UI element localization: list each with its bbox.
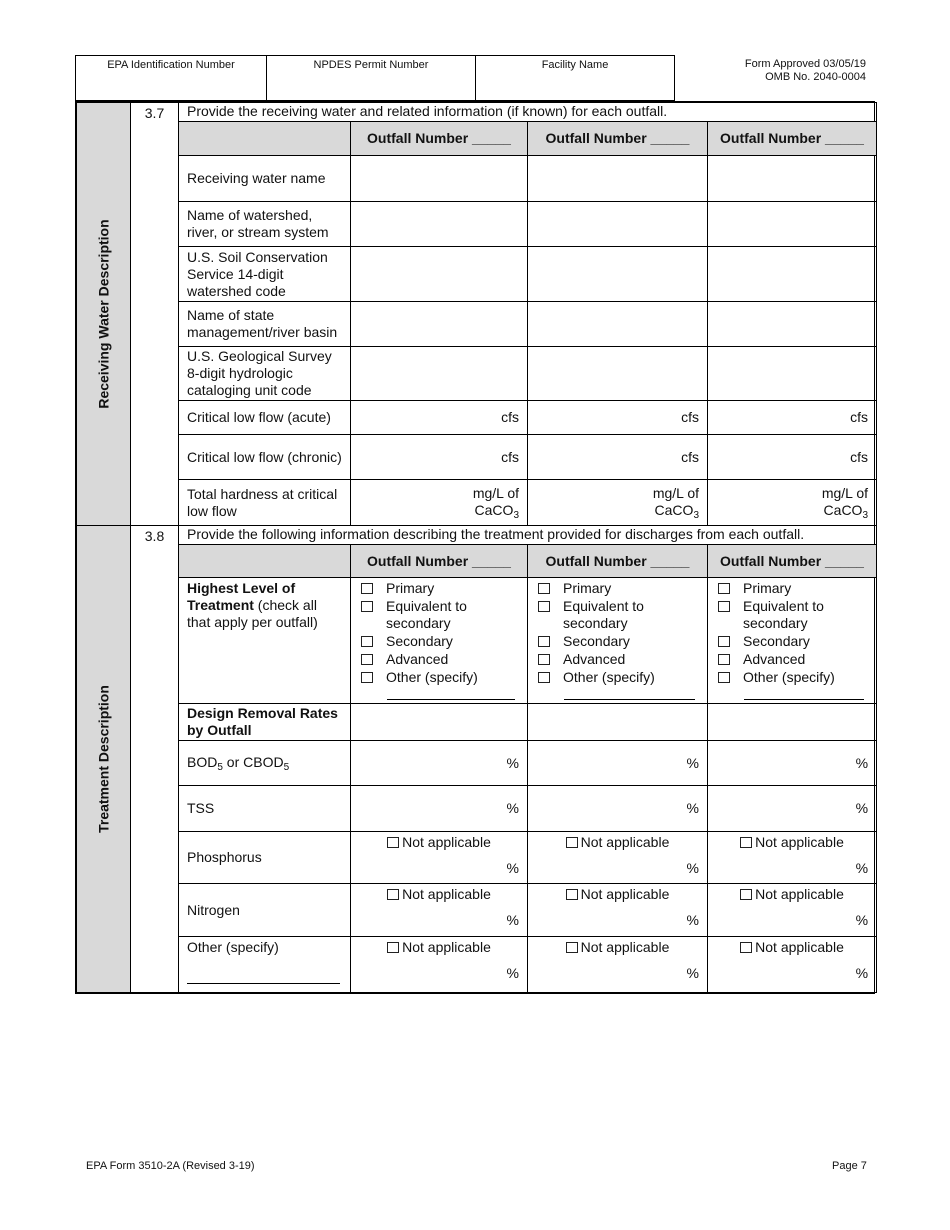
percent-input[interactable]: % [708,786,877,832]
nitrogen-input[interactable] [528,884,708,937]
other-input[interactable] [528,937,708,993]
header-blank [179,545,351,578]
not-applicable-checkbox[interactable]: Not applicable [536,939,699,956]
cfs-input[interactable]: cfs [528,435,708,480]
outfall-number-header[interactable]: Outfall Number _____ [708,122,877,156]
percent-input[interactable]: % [351,741,528,786]
input-cell[interactable] [351,202,528,247]
other-specify-line[interactable] [387,690,515,700]
percent-unit: % [506,912,519,928]
checkbox-advanced[interactable]: Advanced [536,651,699,669]
unit-caco3: CaCO$_3$ [654,501,699,521]
checkbox-other[interactable]: Other (specify) [716,669,868,687]
cfs-input[interactable]: cfs [528,401,708,435]
percent-unit: % [855,912,869,928]
percent-input[interactable]: % [351,786,528,832]
percent-unit: % [686,912,699,928]
checkbox-secondary[interactable]: Secondary [359,633,519,651]
receiving-water-name-label: Receiving water name [179,156,351,202]
blank-cell [708,704,877,741]
cfs-input[interactable]: cfs [351,401,528,435]
checkbox-advanced[interactable]: Advanced [716,651,868,669]
unit-mgl: mg/L of [472,484,519,501]
checkbox-secondary[interactable]: Secondary [536,633,699,651]
checkbox-advanced[interactable]: Advanced [359,651,519,669]
not-applicable-checkbox[interactable]: Not applicable [716,886,868,903]
hardness-label: Total hardness at critical low flow [179,480,351,526]
form-number: EPA Form 3510-2A (Revised 3-19) [86,1160,255,1172]
other-input[interactable] [351,937,528,993]
not-applicable-checkbox[interactable]: Not applicable [359,886,519,903]
blank-cell [528,704,708,741]
design-removal-label: Design Removal Rates by Outfall [179,704,351,741]
other-specify-line[interactable] [187,972,340,984]
percent-input[interactable]: % [708,741,877,786]
checkbox-primary[interactable]: Primary [716,580,868,598]
input-cell[interactable] [351,156,528,202]
blank-cell [351,704,528,741]
unit-caco3: CaCO$_3$ [823,501,869,521]
checkbox-equivalent-secondary[interactable]: Equivalent to secondary [359,598,519,633]
not-applicable-checkbox[interactable]: Not applicable [536,834,699,851]
outfall-number-header[interactable]: Outfall Number _____ [351,545,528,578]
section-number-37: 3.7 [131,103,179,526]
input-cell[interactable] [708,247,877,302]
nitrogen-input[interactable] [708,884,877,937]
percent-unit: % [506,860,519,876]
treatment-side-label: Treatment Description [77,526,131,993]
input-cell[interactable] [708,302,877,347]
unit-mgl: mg/L of [652,484,699,501]
low-flow-chronic-label: Critical low flow (chronic) [179,435,351,480]
percent-unit: % [855,965,869,981]
treatment-level-label: Highest Level of Treatment (check all that apply per outfall) [179,578,351,704]
unit-caco3: CaCO$_3$ [474,501,519,521]
other-input[interactable] [708,937,877,993]
form-main [75,101,875,994]
not-applicable-checkbox[interactable]: Not applicable [716,834,868,851]
percent-input[interactable]: % [528,741,708,786]
facility-label: Facility Name [541,59,609,71]
watershed-label: Name of watershed, river, or stream system [179,202,351,247]
treatment-options [528,578,708,704]
soil-code-label: U.S. Soil Conservation Service 14-digit watershed code [179,247,351,302]
form-approved-text: Form Approved 03/05/19 [744,58,866,70]
input-cell[interactable] [351,347,528,401]
phosphorus-label: Phosphorus [179,832,351,884]
input-cell[interactable] [528,302,708,347]
epa-id-field[interactable] [75,55,266,101]
nitrogen-label: Nitrogen [179,884,351,937]
phosphorus-input[interactable] [708,832,877,884]
cfs-input[interactable]: cfs [351,435,528,480]
other-specify-line[interactable] [744,690,864,700]
nitrogen-input[interactable] [351,884,528,937]
input-cell[interactable] [708,347,877,401]
input-cell[interactable] [528,202,708,247]
outfall-number-header[interactable]: Outfall Number _____ [708,545,877,578]
low-flow-acute-label: Critical low flow (acute) [179,401,351,435]
not-applicable-checkbox[interactable]: Not applicable [359,834,519,851]
input-cell[interactable] [351,302,528,347]
input-cell[interactable] [351,247,528,302]
hardness-input[interactable] [708,480,877,526]
input-cell[interactable] [708,156,877,202]
percent-unit: % [686,965,699,981]
treatment-options [708,578,877,704]
facility-field[interactable] [475,55,675,101]
state-basin-label: Name of state management/river basin [179,302,351,347]
other-specify-line[interactable] [564,690,695,700]
input-cell[interactable] [708,202,877,247]
not-applicable-checkbox[interactable]: Not applicable [536,886,699,903]
checkbox-other[interactable]: Other (specify) [536,669,699,687]
checkbox-other[interactable]: Other (specify) [359,669,519,687]
not-applicable-checkbox[interactable]: Not applicable [359,939,519,956]
input-cell[interactable] [528,347,708,401]
page-number: Page 7 [832,1160,867,1172]
outfall-number-header[interactable]: Outfall Number _____ [528,545,708,578]
section-number-38: 3.8 [131,526,179,993]
form-header [75,55,875,101]
checkbox-equivalent-secondary[interactable]: Equivalent to secondary [716,598,868,633]
outfall-number-header[interactable]: Outfall Number _____ [351,122,528,156]
not-applicable-checkbox[interactable]: Not applicable [716,939,868,956]
epa-id-label: EPA Identification Number [107,59,235,71]
section-37-prompt: Provide the receiving water and related information (if known) for each outfall. [179,103,877,122]
hardness-input[interactable] [528,480,708,526]
input-cell[interactable] [528,156,708,202]
percent-unit: % [506,965,519,981]
tss-label: TSS [179,786,351,832]
usgs-code-label: U.S. Geological Survey 8-digit hydrologic cataloging unit code [179,347,351,401]
other-specify-label: Other (specify) [179,937,351,993]
header-blank [179,122,351,156]
percent-input[interactable]: % [528,786,708,832]
input-cell[interactable] [528,247,708,302]
cfs-input[interactable]: cfs [708,401,877,435]
omb-number: OMB No. 2040-0004 [765,71,866,83]
unit-mgl: mg/L of [821,484,869,501]
percent-unit: % [686,860,699,876]
receiving-water-side-label: Receiving Water Description [77,103,131,526]
bod-label: $BOD_5$ or $CBOD_5$ [179,741,351,786]
section-38-prompt: Provide the following information describing the treatment provided for discharges from each outfall. [179,526,877,545]
checkbox-primary[interactable]: Primary [359,580,519,598]
treatment-options [351,578,528,704]
hardness-input[interactable] [351,480,528,526]
phosphorus-input[interactable] [528,832,708,884]
checkbox-equivalent-secondary[interactable]: Equivalent to secondary [536,598,699,633]
checkbox-primary[interactable]: Primary [536,580,699,598]
checkbox-secondary[interactable]: Secondary [716,633,868,651]
outfall-number-header[interactable]: Outfall Number _____ [528,122,708,156]
percent-unit: % [855,860,869,876]
npdes-field[interactable] [266,55,475,101]
form-approval [675,55,875,101]
npdes-label: NPDES Permit Number [313,59,429,71]
cfs-input[interactable]: cfs [708,435,877,480]
phosphorus-input[interactable] [351,832,528,884]
